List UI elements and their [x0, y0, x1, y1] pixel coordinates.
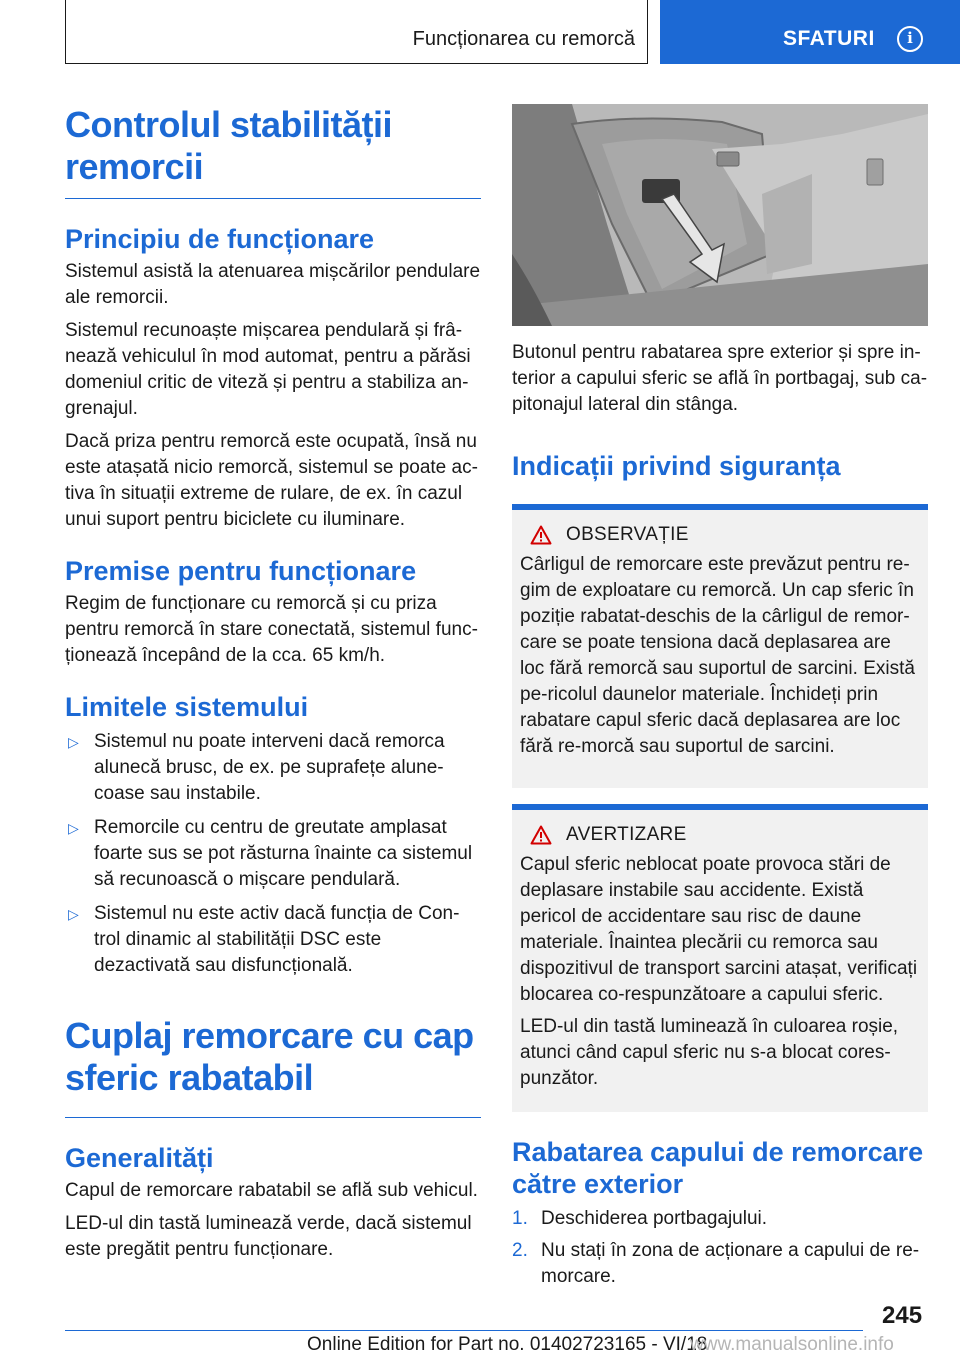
header-tab-label: SFATURI [783, 27, 875, 50]
list-item: ▷ Remorcile cu centru de greutate amplasat foarte sus se pot răsturna înainte ca sistemul să recunoască o mișcare pendulară. [68, 817, 473, 890]
footer-watermark[interactable]: www.manualsonline.info [690, 1334, 894, 1355]
heading-generalitati: Generalități [65, 1143, 214, 1173]
notice-title: OBSERVAȚIE [520, 524, 920, 546]
notice-text: Cârligul de remorcare este prevăzut pentru re-gim de exploatare cu remorcă. Un cap sferic în poziție rabatat-deschis de la cârligul de remor-care se poate tensiona dacă deplasarea are loc fără remorcă sau suportul de sarcini. Există pe-ricolul daunelor materiale. Închideți prin rabatare capul sferic dacă deplasarea are loc fără re-morcă sau suportul de sarcini. [520, 554, 915, 757]
warning-triangle-icon [530, 525, 552, 545]
warning-triangle-icon [530, 825, 552, 845]
triangle-bullet-icon: ▷ [68, 906, 79, 922]
header-section-frame [65, 0, 648, 64]
header-tab-sfaturi[interactable] [660, 0, 960, 64]
list-item: 2. Nu stați în zona de acționare a capului de re-morcare. [512, 1240, 920, 1287]
right-column [512, 104, 928, 1296]
paragraph: Capul de remorcare rabatabil se află sub vehicul. [65, 1180, 478, 1201]
title-rule [65, 198, 481, 199]
warning-text: Capul sferic neblocat poate provoca stări de deplasare instabile sau accidente. Există pericol de accidentare sau risc de daune materiale. Înaintea plecării cu remorca sau dispozitivul de transport sarcini atașat, verificați blocarea co-respunzătoare a capului sferic. [520, 854, 918, 1005]
warning-text: LED-ul din tastă luminează în culoarea roșie, atunci când capul sferic nu s-a blocat cores-punzător. [520, 1016, 899, 1089]
list-item: ▷ Sistemul nu poate interveni dacă remorca alunecă brusc, de ex. pe suprafețe alune-coase sau instabile. [68, 731, 445, 804]
title-rule [65, 1117, 481, 1118]
heading-limitele: Limitele sistemului [65, 692, 309, 722]
section-title: Controlul stabilității remorcii [65, 104, 392, 187]
heading-safety: Indicații privind siguranța [512, 451, 841, 481]
warning-box [512, 804, 928, 1112]
paragraph: Dacă priza pentru remorcă este ocupată, însă nu este atașată nicio remorcă, sistemul se poate ac-tiva în situații extreme de rulare, de ex. în cazul unui suport pentru biciclete cu iluminare. [65, 431, 478, 530]
list-item: ▷ Sistemul nu este activ dacă funcția de Con-trol dinamic al stabilității DSC este dezactivată sau disfuncțională. [68, 903, 460, 976]
warning-title: AVERTIZARE [520, 824, 920, 846]
triangle-bullet-icon: ▷ [68, 820, 79, 836]
page-number: 245 [882, 1302, 923, 1329]
header-section-title: Funcționarea cu remorcă [412, 28, 635, 50]
footer-rule [65, 1330, 863, 1331]
trunk-photo [512, 104, 928, 326]
footer-edition: Online Edition for Part no. 01402723165 - VI/18 [307, 1334, 708, 1355]
notice-box [512, 504, 928, 788]
limits-list [65, 729, 481, 979]
paragraph: Regim de funcționare cu remorcă și cu priza pentru remorcă în stare conectată, sistemul func-ționează începând de la cca. 65 km/h. [65, 593, 478, 666]
heading-rabatarea: Rabatarea capului de remorcare către exterior [512, 1137, 924, 1199]
paragraph: Sistemul recunoaște mișcarea pendulară și frâ-nează vehiculul în mod automat, pentru a părăsi domeniul critic de viteză și pentru a stabiliza an-grenajul. [65, 320, 471, 419]
paragraph: LED-ul din tastă luminează verde, dacă sistemul este pregătit pentru funcționare. [65, 1213, 472, 1260]
photo-caption: Butonul pentru rabatarea spre exterior și spre in-terior a capului sferic se află în portbagaj, sub ca-pitonajul lateral din stânga. [512, 342, 928, 415]
trunk-illustration [512, 104, 928, 326]
list-item: 1. Deschiderea portbagajului. [512, 1208, 768, 1229]
triangle-bullet-icon: ▷ [68, 734, 79, 750]
paragraph: Sistemul asistă la atenuarea mișcărilor pendulare ale remorcii. [65, 261, 481, 308]
info-icon: i [897, 26, 923, 52]
heading-premise: Premise pentru funcționare [65, 556, 417, 586]
steps-list [512, 1206, 928, 1290]
left-column [65, 104, 481, 1263]
heading-principiu: Principiu de funcționare [65, 224, 375, 254]
section-title-2: Cuplaj remorcare cu cap sferic rabatabil [65, 1015, 474, 1098]
